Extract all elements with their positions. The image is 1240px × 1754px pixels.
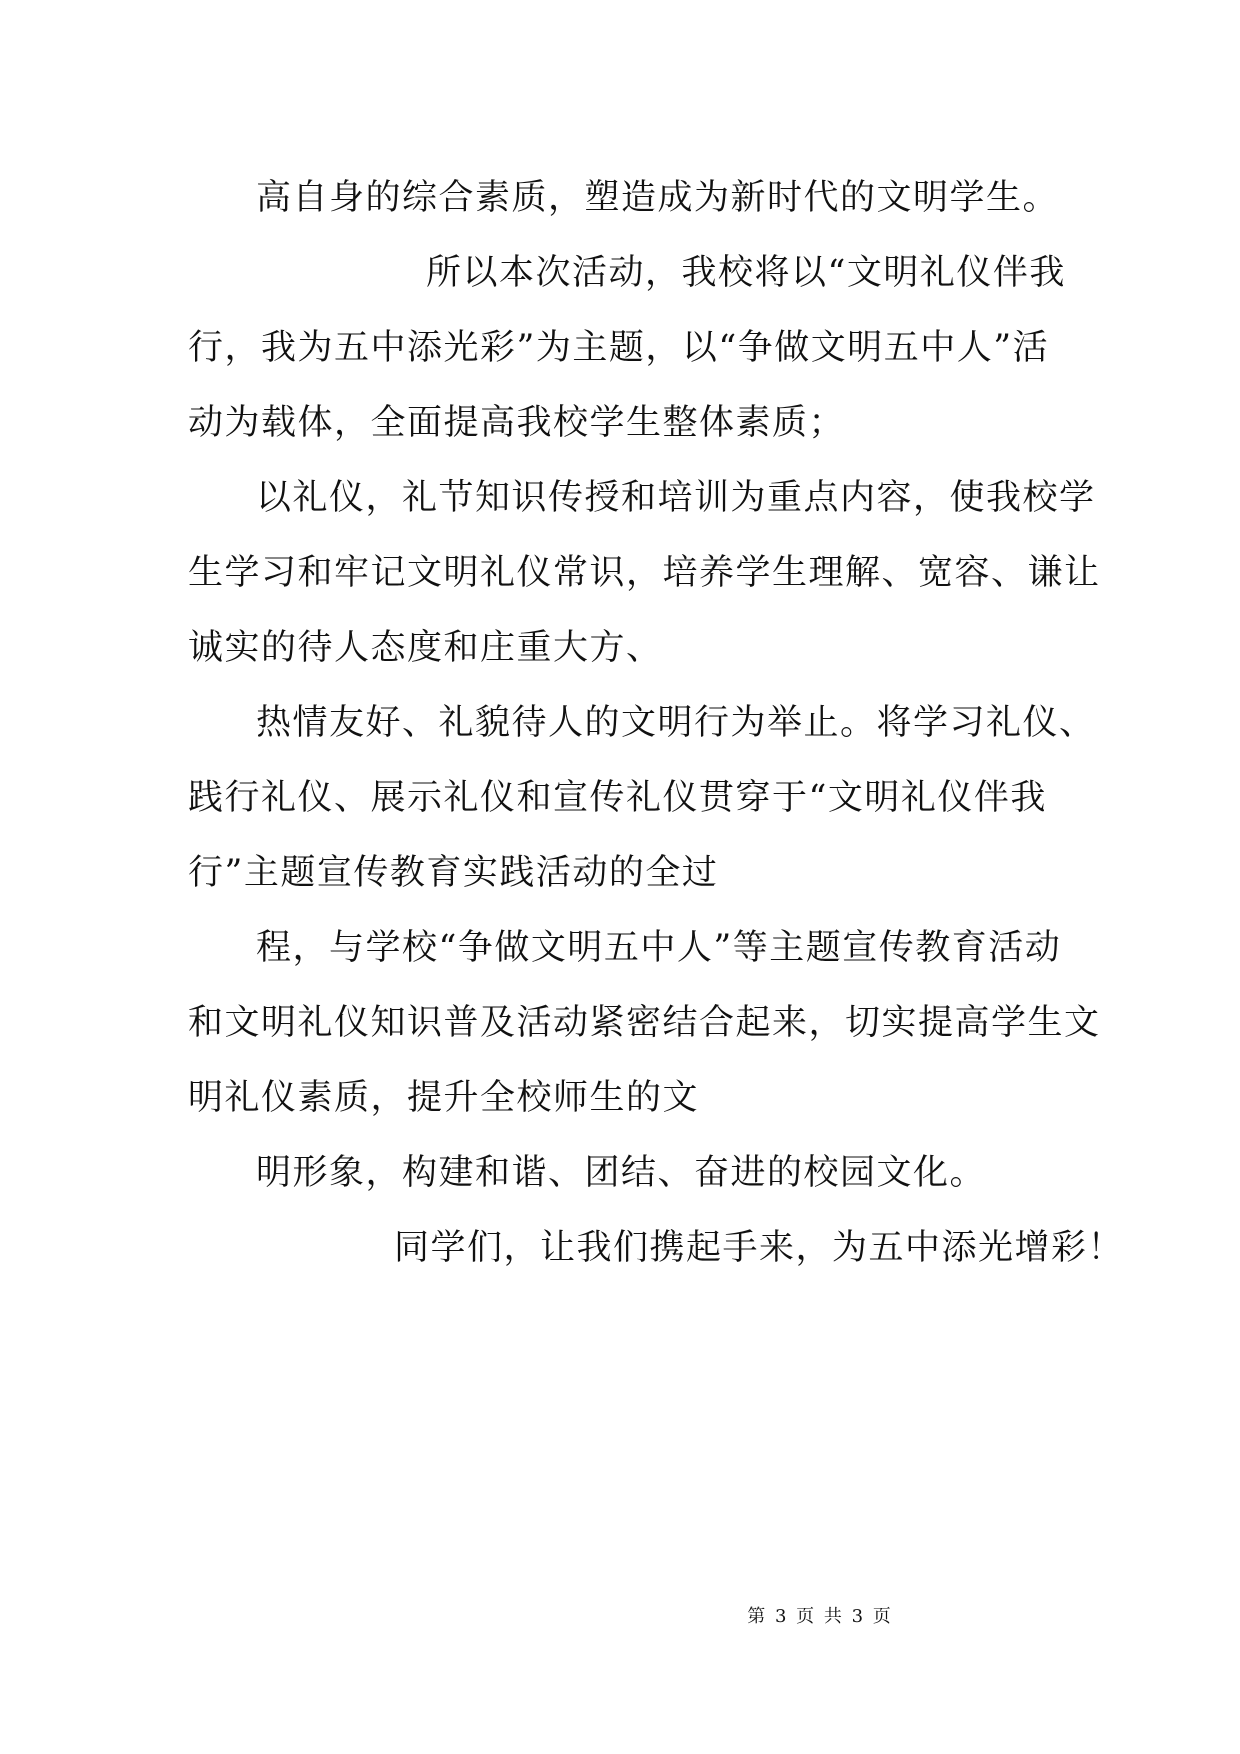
text-line-7: 诚实的待人态度和庄重大方、 xyxy=(188,628,663,668)
page-number: 第 3 页 共 3 页 xyxy=(747,1606,893,1627)
page-footer xyxy=(0,1602,1240,1632)
text-line-6: 生学习和牢记文明礼仪常识，培养学生理解、宽容、谦让 xyxy=(188,553,1101,593)
text-line-5: 以礼仪，礼节知识传授和培训为重点内容，使我校学 xyxy=(256,478,1096,518)
text-line-3: 行，我为五中添光彩”为主题，以“争做文明五中人”活 xyxy=(188,328,1050,368)
text-line-14: 明形象，构建和谐、团结、奋进的校园文化。 xyxy=(256,1153,987,1193)
text-line-10: 行”主题宣传教育实践活动的全过 xyxy=(188,853,719,893)
text-line-9: 践行礼仪、展示礼仪和宣传礼仪贯穿于“文明礼仪伴我 xyxy=(188,778,1047,818)
text-line-2: 所以本次活动，我校将以“文明礼仪伴我 xyxy=(426,253,1066,293)
text-line-8: 热情友好、礼貌待人的文明行为举止。将学习礼仪、 xyxy=(256,703,1096,743)
text-line-15: 同学们，让我们携起手来，为五中添光增彩！ xyxy=(394,1228,1125,1268)
text-line-4: 动为载体，全面提高我校学生整体素质； xyxy=(188,403,846,443)
text-line-11: 程，与学校“争做文明五中人”等主题宣传教育活动 xyxy=(256,928,1062,968)
text-line-12: 和文明礼仪知识普及活动紧密结合起来，切实提高学生文 xyxy=(188,1003,1101,1043)
text-line-1: 高自身的综合素质，塑造成为新时代的文明学生。 xyxy=(256,178,1060,218)
text-line-13: 明礼仪素质，提升全校师生的文 xyxy=(188,1078,700,1118)
